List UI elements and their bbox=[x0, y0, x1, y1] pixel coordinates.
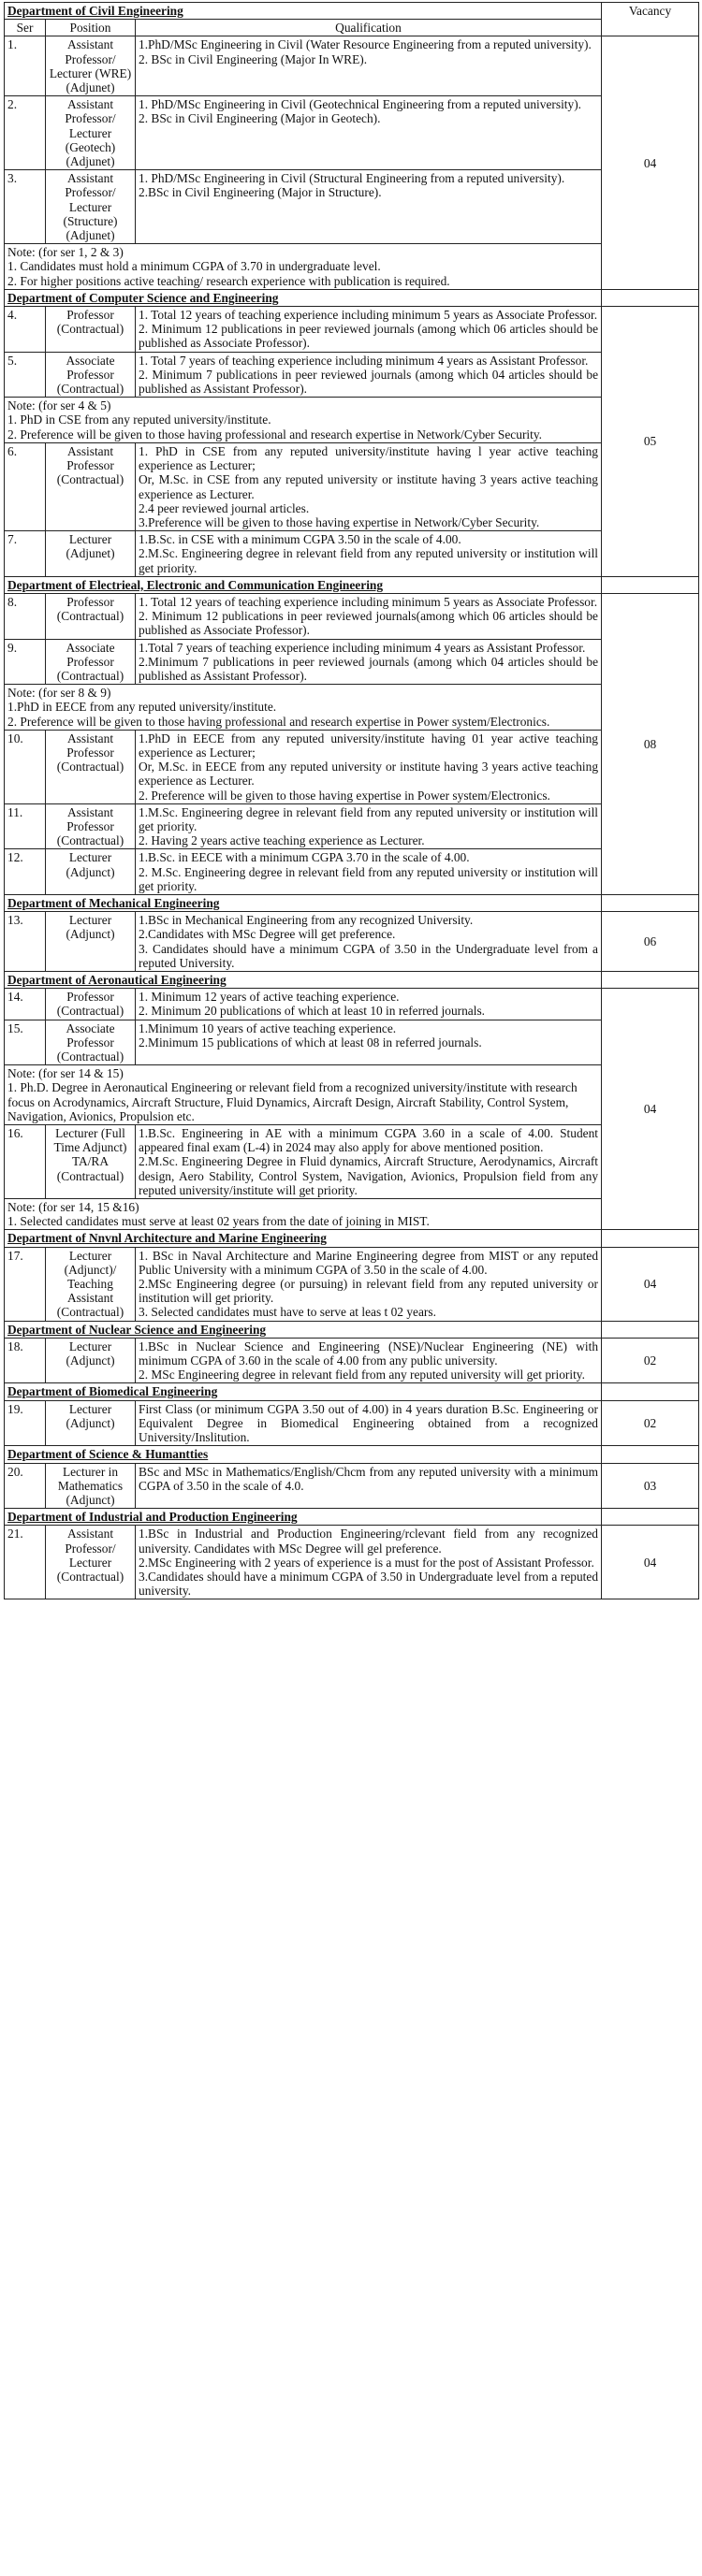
row-ser: 6. bbox=[5, 442, 46, 530]
table-row bbox=[5, 1125, 699, 1199]
row-qualification bbox=[136, 639, 602, 685]
note-row bbox=[5, 244, 699, 290]
table-row bbox=[5, 1338, 699, 1383]
note-cell-line: Note: (for ser 14, 15 &16) bbox=[7, 1200, 139, 1215]
note-cell-line: 1.PhD in EECE from any reputed university/institute. bbox=[7, 700, 277, 715]
row-qualification-line: 1.Total 7 years of teaching experience including minimum 4 years as Assistant Professor. bbox=[139, 640, 586, 655]
row-qualification-line: 2. MSc Engineering degree in relevant field from any reputed university will get priority. bbox=[139, 1368, 585, 1382]
dept-eece-title: Department of Electrieal, Electronic and Communication Engineering bbox=[5, 576, 602, 593]
vacancy-spacer bbox=[602, 1509, 699, 1526]
vacancy-spacer bbox=[602, 972, 699, 989]
row-ser: 17. bbox=[5, 1247, 46, 1321]
vacancy-ipe: 04 bbox=[602, 1526, 699, 1599]
vacancy-spacer bbox=[602, 289, 699, 306]
row-qualification-line: BSc and MSc in Mathematics/English/Chcm from any reputed university with a minimum CGPA of 3.50 in the scale of 4.0. bbox=[139, 1464, 599, 1493]
row-qualification bbox=[136, 442, 602, 530]
row-qualification bbox=[136, 1526, 602, 1599]
row-qualification-line: 2.4 peer reviewed journal articles. bbox=[139, 500, 310, 515]
vacancy-civil: 04 bbox=[602, 36, 699, 289]
row-qualification-line: 1.BSc in Nuclear Science and Engineering (NSE)/Nuclear Engineering (NE) with minimum CGPA of 3.60 in the scale of 4.00 from any public university. bbox=[139, 1339, 599, 1368]
table-row bbox=[5, 639, 699, 685]
dept-header-row bbox=[5, 1509, 699, 1526]
dept-naval-title: Department of Nnvnl Architecture and Marine Engineering bbox=[5, 1230, 602, 1247]
row-qualification bbox=[136, 1125, 602, 1199]
note-cell-line: Note: (for ser 14 & 15) bbox=[7, 1066, 124, 1081]
row-qualification-line: First Class (or minimum CGPA 3.50 out of 4.00) in 4 years duration B.Sc. Engineering or Equivalent Degree in Biomedical Engineering obtained from a recognized University/Inslitution. bbox=[139, 1401, 599, 1445]
row-position: Assistant Professor/ Lecturer (WRE) (Adjunet) bbox=[46, 36, 136, 96]
note-cell-line: 2. Preference will be given to those having professional and research expertise in Network/Cyber Security. bbox=[7, 427, 543, 441]
table-row bbox=[5, 1463, 699, 1509]
table-row bbox=[5, 170, 699, 244]
table-row bbox=[5, 730, 699, 803]
row-ser: 15. bbox=[5, 1020, 46, 1065]
dept-sh-title: Department of Science & Humantties bbox=[5, 1446, 602, 1463]
dept-civil-title: Department of Civil Engineering bbox=[5, 3, 602, 20]
row-qualification-line: 2.Minimum 7 publications in peer reviewed journals (among which 04 articles should be published as Assistant Professor). bbox=[139, 654, 599, 683]
row-qualification-line: 2.MSc Engineering degree (or pursuing) in relevant field from any reputed university or institution will get priority. bbox=[139, 1277, 599, 1306]
row-qualification-line: 3. Candidates should have a minimum CGPA of 3.50 in the Undergraduate level from a reputed University. bbox=[139, 941, 599, 970]
table-row bbox=[5, 307, 699, 353]
row-qualification-line: 1. PhD/MSc Engineering in Civil (Structural Engineering from a reputed university). bbox=[139, 171, 565, 186]
row-qualification-line: 2. M.Sc. Engineering degree in relevant field from any reputed university or institution will get priority. bbox=[139, 864, 599, 893]
row-position: Professor (Contractual) bbox=[46, 989, 136, 1020]
row-qualification-line: 1. Total 12 years of teaching experience including minimum 5 years as Associate Professor. bbox=[139, 594, 598, 609]
row-position: Assistant Professor (Contractual) bbox=[46, 442, 136, 530]
row-qualification-line: 1.BSc in Mechanical Engineering from any recognized University. bbox=[139, 913, 474, 928]
dept-header-row bbox=[5, 1383, 699, 1400]
vacancy-cse: 05 bbox=[602, 307, 699, 577]
vacancy-spacer bbox=[602, 1446, 699, 1463]
table-row bbox=[5, 352, 699, 398]
row-ser: 7. bbox=[5, 531, 46, 577]
row-position: Associate Professor (Contractual) bbox=[46, 1020, 136, 1065]
dept-header-row bbox=[5, 972, 699, 989]
vacancy-nuclear: 02 bbox=[602, 1338, 699, 1383]
table-row bbox=[5, 989, 699, 1020]
row-ser: 2. bbox=[5, 96, 46, 170]
row-qualification-line: 1.Minimum 10 years of active teaching experience. bbox=[139, 1020, 397, 1035]
note-cell bbox=[5, 244, 602, 290]
dept-header-row bbox=[5, 576, 699, 593]
vacancy-eece: 08 bbox=[602, 593, 699, 894]
row-qualification bbox=[136, 849, 602, 895]
row-ser: 3. bbox=[5, 170, 46, 244]
row-ser: 4. bbox=[5, 307, 46, 353]
row-position: Lecturer (Adjunct)/ Teaching Assistant (Contractual) bbox=[46, 1247, 136, 1321]
vacancy-header: Vacancy bbox=[602, 3, 699, 36]
row-ser: 21. bbox=[5, 1526, 46, 1599]
table-row bbox=[5, 1020, 699, 1065]
row-qualification-line: 2. BSc in Civil Engineering (Major In WRE). bbox=[139, 51, 368, 66]
dept-header-row bbox=[5, 289, 699, 306]
row-qualification bbox=[136, 170, 602, 244]
table-row bbox=[5, 593, 699, 639]
row-ser: 19. bbox=[5, 1400, 46, 1446]
row-qualification-line: 2.MSc Engineering with 2 years of experience is a must for the post of Assistant Professor. bbox=[139, 1555, 594, 1570]
row-qualification-line: 2.M.Sc. Engineering Degree in Fluid dynamics, Aircraft Structure, Aerodynamics, Aircraft design, Aero Stability, Control System, Navigation, Avionics, Propulsion field from any reputed university/institute will get priority. bbox=[139, 1154, 599, 1197]
row-qualification-line: 2. Minimum 12 publications in peer reviewed journals(among which 06 articles should be published as Associate Professor). bbox=[139, 609, 599, 638]
row-qualification-line: 1.M.Sc. Engineering degree in relevant field from any reputed university or institution will get priority. bbox=[139, 804, 599, 833]
row-ser: 10. bbox=[5, 730, 46, 803]
table-row bbox=[5, 912, 699, 972]
note-cell bbox=[5, 685, 602, 731]
table-row bbox=[5, 1400, 699, 1446]
row-ser: 8. bbox=[5, 593, 46, 639]
vacancy-me: 06 bbox=[602, 912, 699, 972]
qualification-header: Qualification bbox=[136, 20, 602, 36]
note-cell-line: 1. Ph.D. Degree in Aeronautical Engineering or relevant field from a recognized university/institute with research focus on Acrodynamics, Aircraft Structure, Fluid Dynamics, Aircraft Design, Aircraft Stability, Control System, Navigation, Avionics, Propulsion etc. bbox=[7, 1080, 578, 1123]
dept-cse-title: Department of Computer Science and Engineering bbox=[5, 289, 602, 306]
row-qualification-line: 2. Preference will be given to those having expertise in Power system/Electronics. bbox=[139, 788, 550, 803]
row-position: Professor (Contractual) bbox=[46, 593, 136, 639]
note-cell-line: 2. Preference will be given to those having professional and research expertise in Power system/Electronics. bbox=[7, 714, 550, 729]
row-qualification-line: 2. Minimum 12 publications in peer reviewed journals (among which 06 articles should be published as Associate Professor). bbox=[139, 322, 599, 351]
note-cell bbox=[5, 1199, 602, 1230]
row-qualification bbox=[136, 352, 602, 398]
row-qualification bbox=[136, 531, 602, 577]
row-position: Assistant Professor (Contractual) bbox=[46, 730, 136, 803]
row-qualification bbox=[136, 989, 602, 1020]
row-position: Associate Professor (Contractual) bbox=[46, 639, 136, 685]
vacancy-ae: 04 bbox=[602, 989, 699, 1230]
row-ser: 1. bbox=[5, 36, 46, 96]
row-qualification-line: Or, M.Sc. in EECE from any reputed university or institute having 3 years active teaching experience as Lecturer. bbox=[139, 760, 599, 789]
row-qualification-line: 1.BSc in Industrial and Production Engineering/rclevant field from any recognized university. Candidates with MSc Degree will gel preference. bbox=[139, 1527, 599, 1556]
ser-header: Ser bbox=[5, 20, 46, 36]
row-qualification bbox=[136, 1400, 602, 1446]
dept-nuclear-title: Department of Nuclear Science and Engineering bbox=[5, 1321, 602, 1338]
row-qualification bbox=[136, 1247, 602, 1321]
row-position: Lecturer (Adjunct) bbox=[46, 1400, 136, 1446]
row-ser: 18. bbox=[5, 1338, 46, 1383]
row-position: Lecturer (Full Time Adjunct) TA/RA (Contractual) bbox=[46, 1125, 136, 1199]
row-qualification-line: 1. Minimum 12 years of active teaching experience. bbox=[139, 990, 400, 1005]
row-qualification bbox=[136, 1020, 602, 1065]
vacancy-spacer bbox=[602, 894, 699, 911]
row-qualification-line: 1. PhD/MSc Engineering in Civil (Geotechnical Engineering from a reputed university). bbox=[139, 97, 582, 112]
row-position: Lecturer (Adjunct) bbox=[46, 849, 136, 895]
vacancy-spacer bbox=[602, 1230, 699, 1247]
row-qualification-line: 2.Candidates with MSc Degree will get preference. bbox=[139, 927, 396, 942]
row-qualification bbox=[136, 96, 602, 170]
row-qualification-line: 2.BSc in Civil Engineering (Major in Structure). bbox=[139, 185, 382, 200]
row-position: Associate Professor (Contractual) bbox=[46, 352, 136, 398]
row-position: Professor (Contractual) bbox=[46, 307, 136, 353]
row-qualification-line: 3.Candidates should have a minimum CGPA of 3.50 in Undergraduate level from a reputed university. bbox=[139, 1569, 599, 1599]
note-cell-line: 1. Selected candidates must serve at least 02 years from the date of joining in MIST. bbox=[7, 1214, 430, 1229]
row-ser: 13. bbox=[5, 912, 46, 972]
dept-header-row bbox=[5, 1230, 699, 1247]
row-qualification-line: 2. BSc in Civil Engineering (Major in Geotech). bbox=[139, 111, 381, 126]
position-header: Position bbox=[46, 20, 136, 36]
vacancy-spacer bbox=[602, 576, 699, 593]
row-qualification-line: 1. PhD in CSE from any reputed university/institute having l year active teaching experience as Lecturer; bbox=[139, 443, 599, 473]
dept-me-title: Department of Mechanical Engineering bbox=[5, 894, 602, 911]
note-cell bbox=[5, 1065, 602, 1125]
row-qualification bbox=[136, 1463, 602, 1509]
row-qualification-line: 2. Having 2 years active teaching experience as Lecturer. bbox=[139, 833, 425, 848]
row-qualification bbox=[136, 912, 602, 972]
dept-ipe-title: Department of Industrial and Production Engineering bbox=[5, 1509, 602, 1526]
row-position: Assistant Professor/ Lecturer (Geotech) (Adjunet) bbox=[46, 96, 136, 170]
vacancy-spacer bbox=[602, 1321, 699, 1338]
row-qualification-line: 1. Total 7 years of teaching experience including minimum 4 years as Assistant Professor. bbox=[139, 353, 589, 368]
row-ser: 14. bbox=[5, 989, 46, 1020]
row-qualification-line: Or, M.Sc. in CSE from any reputed university or institute having 3 years active teaching experience as Lecturer. bbox=[139, 472, 599, 501]
row-qualification bbox=[136, 593, 602, 639]
row-qualification-line: 1.B.Sc. Engineering in AE with a minimum CGPA 3.60 in a scale of 4.00. Student appeared final exam (L-4) in 2024 may also apply for above mentioned position. bbox=[139, 1126, 599, 1155]
note-row bbox=[5, 398, 699, 443]
note-row bbox=[5, 1065, 699, 1125]
row-qualification-line: 1. BSc in Naval Architecture and Marine Engineering degree from MIST or any reputed Public University with a minimum CGPA of 3.50 in the scale of 4.00. bbox=[139, 1248, 599, 1277]
row-qualification bbox=[136, 307, 602, 353]
note-cell-line: Note: (for ser 4 & 5) bbox=[7, 398, 111, 413]
row-qualification bbox=[136, 36, 602, 96]
note-row bbox=[5, 1199, 699, 1230]
row-qualification-line: 2.Minimum 15 publications of which at least 08 in referred journals. bbox=[139, 1035, 482, 1049]
row-position: Assistant Professor (Contractual) bbox=[46, 803, 136, 849]
note-cell-line: 1. PhD in CSE from any reputed university/institute. bbox=[7, 412, 271, 427]
column-header-row bbox=[5, 20, 699, 36]
row-position: Lecturer in Mathematics (Adjunct) bbox=[46, 1463, 136, 1509]
row-qualification-line: 1. Total 12 years of teaching experience including minimum 5 years as Associate Professor. bbox=[139, 308, 598, 323]
row-qualification bbox=[136, 1338, 602, 1383]
note-cell-line: Note: (for ser 1, 2 & 3) bbox=[7, 245, 124, 260]
vacancy-naval: 04 bbox=[602, 1247, 699, 1321]
row-ser: 20. bbox=[5, 1463, 46, 1509]
table-row bbox=[5, 442, 699, 530]
dept-bme-title: Department of Biomedical Engineering bbox=[5, 1383, 602, 1400]
table-row bbox=[5, 1247, 699, 1321]
row-qualification-line: 2. Minimum 20 publications of which at least 10 in referred journals. bbox=[139, 1004, 486, 1019]
table-row bbox=[5, 849, 699, 895]
row-ser: 5. bbox=[5, 352, 46, 398]
row-qualification-line: 1.PhD/MSc Engineering in Civil (Water Resource Engineering from a reputed university). bbox=[139, 37, 592, 52]
row-qualification bbox=[136, 730, 602, 803]
row-ser: 11. bbox=[5, 803, 46, 849]
row-position: Lecturer (Adjunct) bbox=[46, 1338, 136, 1383]
note-cell-line: 2. For higher positions active teaching/ research experience with publication is required. bbox=[7, 273, 450, 288]
row-qualification-line: 2. Minimum 7 publications in peer reviewed journals (among which 04 articles should be published as Assistant Professor). bbox=[139, 367, 599, 397]
vacancy-bme: 02 bbox=[602, 1400, 699, 1446]
row-ser: 12. bbox=[5, 849, 46, 895]
row-position: Assistant Professor/ Lecturer (Contractual) bbox=[46, 1526, 136, 1599]
row-qualification-line: 3.Preference will be given to those having expertise in Network/Cyber Security. bbox=[139, 514, 540, 529]
table-row bbox=[5, 531, 699, 577]
row-qualification-line: 1.PhD in EECE from any reputed university/institute having 01 year active teaching experience as Lecturer; bbox=[139, 731, 599, 760]
note-cell-line: 1. Candidates must hold a minimum CGPA of 3.70 in undergraduate level. bbox=[7, 259, 381, 274]
vacancy-spacer bbox=[602, 1383, 699, 1400]
dept-header-row bbox=[5, 894, 699, 911]
row-qualification-line: 3. Selected candidates must have to serve at leas t 02 years. bbox=[139, 1305, 436, 1320]
row-ser: 16. bbox=[5, 1125, 46, 1199]
row-qualification-line: 1.B.Sc. in CSE with a minimum CGPA 3.50 in the scale of 4.00. bbox=[139, 532, 461, 547]
row-position: Lecturer (Adjunct) bbox=[46, 912, 136, 972]
row-qualification bbox=[136, 803, 602, 849]
vacancy-sh: 03 bbox=[602, 1463, 699, 1509]
vacancy-table bbox=[4, 2, 699, 1599]
row-qualification-line: 2.M.Sc. Engineering degree in relevant field from any reputed university or institution will get priority. bbox=[139, 546, 599, 575]
dept-header-row bbox=[5, 1446, 699, 1463]
note-row bbox=[5, 685, 699, 731]
row-position: Lecturer (Adjunet) bbox=[46, 531, 136, 577]
row-ser: 9. bbox=[5, 639, 46, 685]
dept-header-row bbox=[5, 1321, 699, 1338]
job-vacancy-document bbox=[4, 2, 698, 1599]
note-cell-line: Note: (for ser 8 & 9) bbox=[7, 686, 111, 701]
table-row bbox=[5, 803, 699, 849]
row-position: Assistant Professor/ Lecturer (Structure) (Adjunet) bbox=[46, 170, 136, 244]
table-row bbox=[5, 36, 699, 96]
row-qualification-line: 1.B.Sc. in EECE with a minimum CGPA 3.70 in the scale of 4.00. bbox=[139, 850, 470, 865]
table-row bbox=[5, 96, 699, 170]
civil-header-row bbox=[5, 3, 699, 20]
dept-ae-title: Department of Aeronautical Engineering bbox=[5, 972, 602, 989]
note-cell bbox=[5, 398, 602, 443]
table-row bbox=[5, 1526, 699, 1599]
